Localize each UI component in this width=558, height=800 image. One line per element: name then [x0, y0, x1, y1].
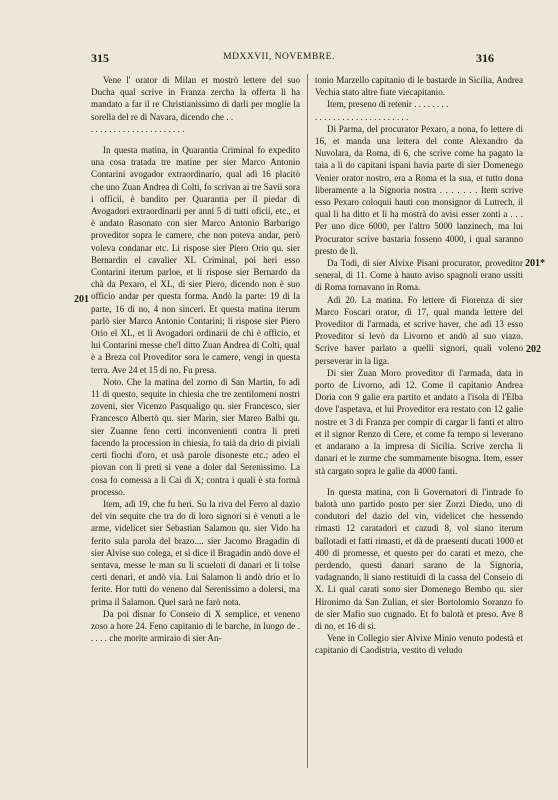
- paragraph: Da poi disnar fo Conseio di X semplice, et veneno zoso a hore 24. Feno capitanio di le barche, in luogo de . . . . . che morite armiraio di sier An-: [91, 608, 300, 644]
- paragraph-gap: [91, 135, 300, 144]
- paragraph: Di Parma, del procurator Pexaro, a nona, fo lettere di 16, et manda una lettera del conte Alexandro da Nuvolara, da Roma, di 6, che scrive come ha pagato la taia a li do capitani ispani havia parte di sier Domenego Venier orator nostro, era a Roma et la sua, et tutto dona liberamente a la Signoria nostra . . . . . . . Item scrive esso Pexaro coloquii hauti con monsignor di Lutrech, il qual li ha ditto et li ha mostrà do avisi esser zonti a . . . Per uno dice 6000, per l'altro 5000 lanzinech, ma lui Procurator scrive bastaria fosseno 4000, i qual saranno presto de lì.: [315, 123, 523, 256]
- paragraph: In questa matina, con li Governatori di l'intrade fo balotà uno partido posto per sier Zorzi Diedo, uno di condutori del dazio del vin, videlicet che hessendo rimasti 12 caratadori et cazudi 8, vol siano iterum ballotadi et fatti rimasti, et dà de praesenti ducati 1000 et 400 di promesse, et questo per do carati et mezo, che perdendo, questi danari sarano de la Signoria, vadagnando, li siano restituidi di la cassa del Conseio di X. Li qual carati sono sier Domenego Bembo qu. sier Hironimo da San Zulian, et sier Bortolomio Soranzo fo de sier Mafio suo cugnado. Et fo balotà et preso. Ave 8 di no, et 16 di sì.: [315, 486, 523, 631]
- paragraph: Noto. Che la matina del zorno di San Martin, fo adì 11 di questo, sequite in chiesia che tre zentilomeni nostri zoveni, sier Vicenzo Pasqualigo qu. sier Francesco, sier Francesco Albertò qu. sier Marin, sier Mareo Balbi qu. sier Zuanne feno certi inconvenienti contra li preti facendo la procession in chiesia, fo taià da drio di piviali certi fiochi d'oro, et usà parole disoneste etc.; adeo el piovan con li preti si vene a doler dal Serenissimo. La cosa fo comessa a li Cai di X; contra i quali è sta formà processo.: [91, 376, 300, 497]
- paragraph: Item, adì 19, che fu heri. Su la riva del Ferro al dazio del vin sequite che tra do di loro signori si è venuti a le arme, videlicet sier Sebastian Salamon qu. sier Vido ha ferito sula parola del brazo.... sier Jacomo Bragadin di sier Alvise suo colega, et si dice il Bragadin andò dove el sentava, messe le man su li scueloti di danari et li tolse certi denari, et andò via. Lui Salamon li andò drio et lo ferite. Hor tutti do veneno dal Serenissimo a dolersi, ma prima il Salamon. Quel sarà ne farò nota.: [91, 498, 300, 607]
- paragraph: Vene l' orator di Milan et mostrò lettere del suo Ducha qual scrive in Franza zercha la offerta li ha mandato a far il re Christianissimo di darli per moglie la sorella del re di Navara, dicendo che . .: [91, 75, 300, 122]
- paragraph: Da Todi, di sier Alvixe Pisani procurator, proveditor seneral, dì 11. Come à hauto aviso spagnoli erano ussiti di Roma tornavano in Roma.: [315, 258, 523, 293]
- left-column: [91, 74, 300, 644]
- paragraph: Item, preseno di retenir . . . . . . . .: [327, 99, 449, 110]
- page-number-right: 316: [476, 51, 494, 65]
- paragraph-gap: [315, 477, 523, 486]
- ellipsis-line: . . . . . . . . . . . . . . . . . . . . .: [91, 123, 185, 134]
- paragraph: Adì 20. La matina. Fo lettere di Fiorenza di sier Marco Foscari orator, dì 17, qual manda lettere del Proveditor di l'armada, et scrive haver, che adì 13 esso Proveditor si levò da Livorno et andò al suo viazo. Scrive haver parlato a quelli signori, quali voleno perseverar in la liga.: [315, 294, 523, 366]
- margin-note-right: 201*: [525, 258, 545, 269]
- paragraph: Vene in Collegio sier Alvixe Minio venuto podestà et capitanio di Caodistria, vestito di veludo: [315, 633, 523, 656]
- column-divider: [307, 74, 308, 768]
- right-column: [315, 74, 523, 657]
- page-header: [0, 51, 558, 67]
- ellipsis-line: . . . . . . . . . . . . . . . . . . . . .: [315, 111, 409, 122]
- margin-note-left: 201: [74, 294, 89, 305]
- page-number-left: 315: [91, 51, 109, 65]
- paragraph: tonio Marzello capitanio di le bastarde in Sicilia, Andrea Vechia stato altre fiate viecapitanio.: [315, 75, 523, 98]
- paragraph: In questa matina, in Quarantia Criminal fo expedito una cosa tratada tre matine per sier Marco Antonio Contarini avogador extraordinario, qual adì 16 placitò che uno Zuan Andrea di Colti, fo scrivan ai tre Savii sora i officii, è bandito per Quarantia per il piedar di Avogadori extraordinarii per anni 5 di tutti oficii, etc., et è andato Rasonato con sier Marco Antonio Barbarigo proveditor sopra le camere, che non poteva andar, però voleva condanar etc. Li rispose sier Piero Orio qu. sier Bernardin el cavalier XL Criminal, poi heri esso Contarini iterum parloe, et li rispose sier Bernardo da chà da Pexaro, el XL, di sier Piero, dicendo non è suo officio andar per questa forma. Andò la parte: 19 di la parte, 16 di no, 4 non sinceri. Et questa matina iterum parlò sier Marco Antonio Contarini; li rispose sier Piero Orio el XL, et li Avogadori ordinarii de chi è officio, et lui Contarini messe che'l ditto Zuan Andrea di Colti, qual è a Breza col Proveditor sora le camere, vengi in questa terra. Ave 24 et 15 di no. Fu presa.: [91, 145, 300, 375]
- margin-note-right: 202: [526, 344, 541, 355]
- running-title: MDXXVII, NOVEMBRE.: [223, 52, 335, 62]
- paragraph: Di sier Zuan Moro proveditor di l'armada, data in porto de Livorno, adì 12. Come il capitanio Andrea Doria con 9 galie era partito et andato a l'isola di l'Elba dove l'aspetava, et lui Proveditor era restato con 12 galie nostre et 3 di Franza per compir di cargar li fanti et altro et il signor Renzo di Cere, et come fa tempo si leverano et andarano a la impresa di Sicilia. Scrive zercha li danari et le zurme che summamente bisogna. Item, esser stà cargato sopra le galie da 4000 fanti.: [315, 367, 523, 476]
